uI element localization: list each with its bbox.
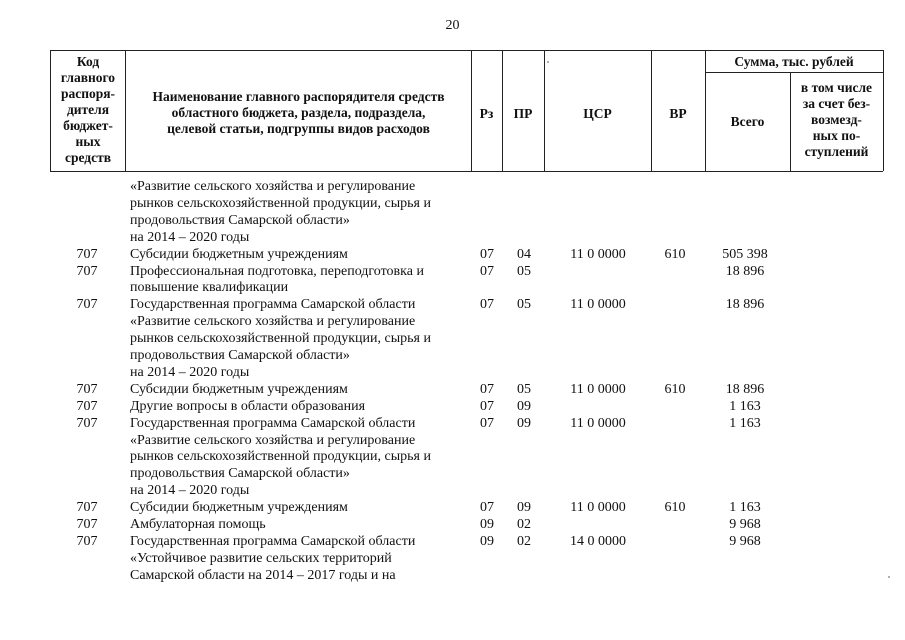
cell-code: 707 — [76, 246, 98, 262]
cell-csr: 11 0 0000 — [570, 415, 626, 431]
scan-speck — [888, 576, 890, 578]
cell-pr: 05 — [517, 381, 531, 397]
cell-name: продовольствия Самарской области» — [130, 212, 350, 228]
header-csr: ЦСР — [583, 106, 612, 121]
cell-name: рынков сельскохозяйственной продукции, сырья и — [130, 195, 431, 211]
header-pr: ПР — [513, 106, 533, 121]
cell-rz: 07 — [480, 297, 494, 313]
cell-name: «Развитие сельского хозяйства и регулирование — [130, 179, 416, 194]
cell-code: 707 — [76, 263, 98, 279]
cell-code: 707 — [76, 533, 98, 549]
cell-name: «Устойчивое развитие сельских территорий — [130, 550, 392, 566]
cell-code: 707 — [76, 415, 98, 431]
cell-rz: 09 — [480, 533, 494, 549]
cell-name: на 2014 – 2020 годы — [130, 483, 250, 499]
cell-name: Государственная программа Самарской области — [130, 297, 416, 313]
cell-rz: 07 — [480, 415, 494, 431]
cell-pr: 02 — [517, 533, 531, 549]
cell-sum: 1 163 — [729, 398, 761, 414]
cell-name: Государственная программа Самарской области — [130, 533, 416, 549]
cell-code: 707 — [76, 381, 98, 397]
cell-rz: 09 — [480, 517, 494, 532]
cell-name: Субсидии бюджетным учреждениям — [130, 500, 348, 516]
header-name: Наименование главного распорядителя средств областного бюджета, раздела, подраздела, целевой статьи, подгруппы видов расходов — [152, 89, 445, 136]
cell-pr: 02 — [517, 517, 531, 532]
cell-sum: 18 896 — [725, 297, 765, 313]
cell-name: Субсидии бюджетным учреждениям — [130, 381, 348, 397]
cell-name: на 2014 – 2020 годы — [130, 229, 250, 245]
cell-name: продовольствия Самарской области» — [130, 466, 350, 482]
cell-sum: 9 968 — [729, 533, 761, 549]
cell-code: 707 — [76, 517, 98, 532]
cell-name: продовольствия Самарской области» — [130, 348, 350, 363]
cell-csr: 11 0 0000 — [570, 246, 626, 262]
cell-csr: 11 0 0000 — [570, 381, 626, 397]
col-border — [883, 50, 884, 171]
cell-csr: 14 0 0000 — [570, 533, 626, 549]
cell-pr: 05 — [517, 263, 531, 279]
header-sum-group: Сумма, тыс. рублей — [734, 54, 854, 69]
cell-name: Самарской области на 2014 – 2017 годы и на — [130, 567, 396, 583]
cell-name: рынков сельскохозяйственной продукции, сырья и — [130, 331, 431, 347]
cell-code: 707 — [76, 500, 98, 516]
cell-pr: 09 — [517, 500, 531, 516]
cell-name: «Развитие сельского хозяйства и регулирование — [130, 314, 416, 330]
cell-csr: 11 0 0000 — [570, 297, 626, 313]
cell-sum: 505 398 — [722, 246, 768, 262]
page-number: 20 — [445, 18, 460, 33]
cell-name: на 2014 – 2020 годы — [130, 364, 250, 380]
cell-pr: 05 — [517, 297, 531, 313]
cell-sum: 1 163 — [729, 500, 761, 516]
cell-name: повышение квалификации — [130, 280, 289, 296]
cell-vr: 610 — [664, 381, 686, 397]
cell-vr: 610 — [664, 246, 686, 262]
cell-name: «Развитие сельского хозяйства и регулирование — [130, 432, 416, 448]
cell-sum: 9 968 — [729, 517, 761, 532]
sum-group-divider — [705, 72, 883, 73]
cell-vr: 610 — [664, 500, 686, 516]
header-rz: Рз — [479, 106, 494, 121]
cell-name: Профессиональная подготовка, переподготовка и — [130, 263, 424, 279]
header-vr: ВР — [669, 106, 687, 121]
scan-speck — [547, 61, 549, 63]
cell-rz: 07 — [480, 500, 494, 516]
cell-csr: 11 0 0000 — [570, 500, 626, 516]
header-top-border — [50, 50, 883, 51]
cell-sum: 1 163 — [729, 415, 761, 431]
cell-name: Амбулаторная помощь — [130, 517, 266, 532]
cell-rz: 07 — [480, 263, 494, 279]
cell-name: Субсидии бюджетным учреждениям — [130, 246, 348, 262]
header-incl-free: в том числе за счет без- возмезд- ных по- ступлений — [800, 80, 873, 159]
cell-sum: 18 896 — [725, 381, 765, 397]
cell-pr: 09 — [517, 415, 531, 431]
cell-pr: 04 — [517, 246, 531, 262]
header-bottom-border — [50, 171, 883, 172]
cell-rz: 07 — [480, 246, 494, 262]
cell-code: 707 — [76, 297, 98, 313]
cell-code: 707 — [76, 398, 98, 414]
cell-name: рынков сельскохозяйственной продукции, сырья и — [130, 449, 431, 465]
cell-name: Другие вопросы в области образования — [130, 398, 366, 414]
cell-sum: 18 896 — [725, 263, 765, 279]
cell-pr: 09 — [517, 398, 531, 414]
cell-name: Государственная программа Самарской области — [130, 415, 416, 431]
cell-rz: 07 — [480, 398, 494, 414]
cell-rz: 07 — [480, 381, 494, 397]
header-code: Код главного распоря- дителя бюджет- ных средств — [60, 54, 116, 165]
header-total: Всего — [730, 114, 765, 129]
